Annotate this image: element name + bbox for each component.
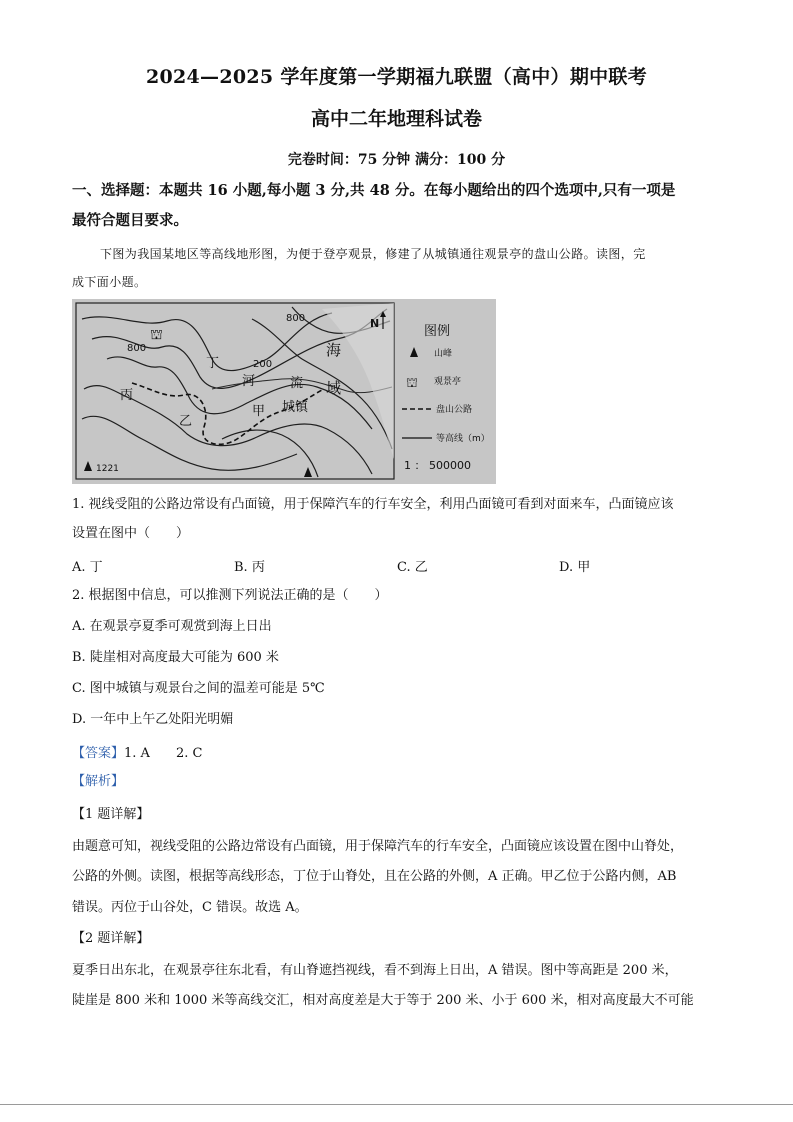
- detail2-heading: 【2 题详解】: [72, 931, 150, 946]
- q2-option-d: D. 一年中上午乙处阳光明媚: [72, 712, 234, 727]
- analysis-tag: 【解析】: [72, 774, 125, 789]
- contour-map: [72, 299, 496, 484]
- q1-option-b: B. 丙: [234, 560, 265, 575]
- q1-stem-line2: 设置在图中（ ）: [72, 526, 190, 541]
- legend-peak: 山峰: [434, 349, 453, 359]
- legend-pavilion: 观景亭: [434, 377, 462, 387]
- exam-meta: 完卷时间：75 分钟 满分：100 分: [287, 152, 506, 168]
- label-ding: 丁: [206, 356, 220, 371]
- section-heading-line1: 一、选择题：本题共 16 小题,每小题 3 分,共 48 分。在每小题给出的四个选项中,只有一项是: [72, 182, 676, 199]
- page-bottom-rule: [0, 1104, 793, 1105]
- north-label: N: [370, 317, 380, 330]
- contour-label-200: 200: [253, 359, 273, 370]
- q1-stem-line1: 1. 视线受阻的公路边常设有凸面镜，用于保障汽车的行车安全，利用凸面镜可看到对面来车，凸面镜应该: [72, 497, 674, 512]
- detail1-line1: 由题意可知，视线受阻的公路边常设有凸面镜，用于保障汽车的行车安全，凸面镜应该设置在图中山脊处，: [72, 839, 684, 854]
- label-town: 城镇: [282, 400, 309, 415]
- label-hai: 海: [326, 341, 342, 359]
- label-bing: 丙: [120, 388, 134, 403]
- label-yi: 乙: [179, 414, 193, 429]
- legend-pavilion-icon: ⛫: [406, 376, 418, 391]
- contour-label-800-right: 800: [286, 313, 306, 324]
- legend-road: 盘山公路: [436, 405, 473, 415]
- peak-elevation: 1221: [96, 464, 119, 474]
- intro-line2: 成下面小题。: [72, 275, 147, 289]
- contour-label-800-left: 800: [127, 343, 147, 354]
- contour-map-figure: [72, 299, 496, 484]
- q1-option-d: D. 甲: [559, 560, 591, 575]
- q2-stem: 2. 根据图中信息，可以推测下列说法正确的是（ ）: [72, 588, 388, 603]
- label-he: 河: [242, 374, 256, 389]
- legend-scale: 1 ： 500000: [404, 459, 471, 472]
- exam-subtitle: 高中二年地理科试卷: [310, 108, 482, 130]
- legend-contour: 等高线（m）: [436, 434, 490, 444]
- detail2-line2: 陡崖是 800 米和 1000 米等高线交汇，相对高度差是大于等于 200 米、小于 600 米，相对高度最大不可能: [72, 993, 694, 1008]
- pavilion-icon: ⛫: [150, 327, 163, 343]
- section-heading-line2: 最符合题目要求。: [72, 212, 188, 229]
- q2-option-b: B. 陡崖相对高度最大可能为 600 米: [72, 650, 279, 665]
- q2-option-a: A. 在观景亭夏季可观赏到海上日出: [72, 619, 272, 634]
- answer-tag: 【答案】: [72, 746, 125, 761]
- label-yu: 域: [326, 379, 342, 397]
- intro-line1: 下图为我国某地区等高线地形图，为便于登亭观景，修建了从城镇通往观景亭的盘山公路。读图，完: [100, 247, 646, 261]
- q1-option-c: C. 乙: [397, 560, 428, 575]
- detail2-line1: 夏季日出东北，在观景亭往东北看，有山脊遮挡视线，看不到海上日出，A 错误。图中等高距是 200 米，: [72, 963, 678, 978]
- q1-option-a: A. 丁: [72, 560, 103, 575]
- label-jia: 甲: [252, 404, 266, 419]
- exam-title: 2024—2025 学年度第一学期福九联盟（高中）期中联考: [145, 66, 648, 88]
- detail1-heading: 【1 题详解】: [72, 807, 150, 822]
- legend-title: 图例: [424, 324, 451, 339]
- q2-option-c: C. 图中城镇与观景台之间的温差可能是 5℃: [72, 681, 325, 696]
- answer-text: 1. A 2. C: [124, 746, 203, 761]
- label-liu: 流: [290, 376, 304, 391]
- detail1-line3: 错误。丙位于山谷处，C 错误。故选 A。: [72, 900, 308, 915]
- detail1-line2: 公路的外侧。读图，根据等高线形态，丁位于山脊处，且在公路的外侧，A 正确。甲乙位于公路内侧，AB: [72, 869, 677, 884]
- answer-line: [72, 739, 722, 768]
